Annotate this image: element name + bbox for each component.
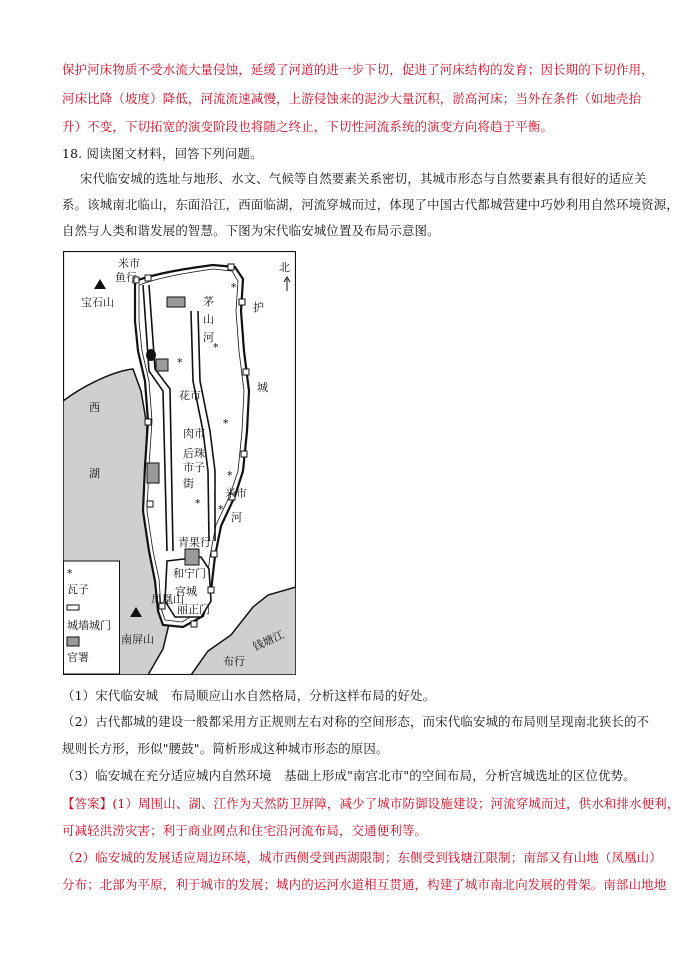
svg-text:*: * bbox=[223, 417, 229, 430]
intro-line-3: 升）不变，下切拓宽的演变阶段也将随之终止，下切性河流系统的演变方向将趋于平衡。 bbox=[62, 119, 554, 134]
question-header bbox=[62, 144, 263, 162]
label-gongcheng: 宫城 bbox=[175, 585, 197, 598]
label-houzhu: 后珠 bbox=[183, 447, 205, 460]
label-cheng: 城 bbox=[257, 381, 268, 394]
subq-2-line-1: （2）古代都城的建设一般都采用方正规则左右对称的空间形态，而宋代临安城的布局则呈现南北狭长的不 bbox=[62, 714, 650, 729]
office-1 bbox=[167, 297, 185, 307]
subq-3: （3）临安城在充分适应城内自然环境 基础上形成"南宫北市"的空间布局，分析宫城选址的区位优势。 bbox=[62, 768, 636, 783]
label-qianshan-2: 山 bbox=[203, 313, 214, 326]
answer-line-4: 分布；北部为平原，利于城市的发展；城内的运河水道相互贯通，构建了城市南北向发展的骨架。南部山地地 bbox=[62, 877, 667, 892]
label-nanpingshan: 南屏山 bbox=[121, 633, 154, 646]
label-hu: 护 bbox=[253, 301, 264, 314]
office-3 bbox=[147, 463, 159, 483]
answer-text-1: (1）周围山、湖、江作为天然防卫屏障，减少了城市防御设施建设；河流穿城而过，供水和排水便利， bbox=[112, 796, 680, 811]
intro-line-1: 保护河床物质不受水流大量侵蚀，延缓了河道的进一步下切，促进了河床结构的发育；因长期的下切作用， bbox=[62, 62, 654, 77]
label-shizi: 市子 bbox=[183, 461, 205, 474]
office-4 bbox=[185, 549, 199, 565]
label-fenghuangshan: 凤凰山 bbox=[151, 593, 184, 606]
svg-text:*: * bbox=[177, 356, 183, 369]
svg-text:*: * bbox=[195, 497, 201, 510]
intro-line-2: 河床比降（坡度）降低，河流流速减慢，上游侵蚀来的泥沙大量沉积，淤高河床；当外在条件（如地壳抬 bbox=[62, 91, 642, 106]
lin-an-city-map bbox=[63, 251, 296, 675]
question-prompt: 阅读图文材料，回答下列问题。 bbox=[86, 146, 263, 161]
answer-tag: 【答案】 bbox=[62, 796, 113, 811]
label-yuhang: 鱼行 bbox=[115, 271, 137, 284]
label-buhang: 布行 bbox=[223, 655, 245, 668]
svg-text:*: * bbox=[213, 341, 219, 354]
label-lizhengmen: 丽正门 bbox=[177, 603, 210, 616]
label-heningmen: 和宁门 bbox=[173, 567, 206, 580]
material-line-1: 宋代临安城的选址与地形、水文、气候等自然要素关系密切，其城市形态与自然要素具有很好的适应关 bbox=[80, 171, 647, 186]
subq-2-line-2: 规则长方形，形似"腰鼓"。简析形成这种城市形态的原因。 bbox=[62, 741, 389, 756]
label-jie: 街 bbox=[183, 477, 194, 490]
svg-text:*: * bbox=[227, 469, 233, 482]
label-huashi: 花市 bbox=[179, 389, 201, 402]
answer-line-2: 可减轻洪涝灾害；利于商业网点和住宅沿河流布局，交通便利等。 bbox=[62, 823, 428, 838]
label-mishi-2: 米市 bbox=[225, 487, 247, 500]
legend-wazi-label: 瓦子 bbox=[67, 583, 89, 596]
office-2 bbox=[156, 359, 168, 371]
svg-text:*: * bbox=[231, 281, 237, 294]
pond-marker bbox=[146, 349, 156, 361]
legend-gate-icon bbox=[67, 605, 79, 610]
question-number: 18. bbox=[62, 146, 83, 161]
legend-office-icon bbox=[67, 637, 79, 646]
label-hu-lake: 湖 bbox=[89, 467, 100, 480]
label-qiantangjiang: 钱塘江 bbox=[250, 627, 287, 654]
material-line-2: 系。该城南北临山，东面沿江，西面临湖，河流穿城而过，体现了中国古代都城营建中巧妙利用自然环境资源， bbox=[62, 197, 679, 212]
legend-gate-label: 城墙城门 bbox=[67, 619, 111, 632]
legend-wazi-symbol: * bbox=[67, 567, 73, 580]
svg-text:*: * bbox=[218, 503, 224, 516]
label-xi: 西 bbox=[89, 401, 100, 414]
legend-office-label: 官署 bbox=[67, 651, 89, 664]
baoshishan-mountain-icon bbox=[94, 279, 106, 289]
subq-1: （1）宋代临安城 布局顺应山水自然格局，分析这样布局的好处。 bbox=[62, 688, 436, 703]
answer-line-3: （2）临安城的发展适应周边环境，城市西侧受到西湖限制；东侧受到钱塘江限制；南部又有山地（凤凰山） bbox=[62, 850, 662, 865]
label-mishi: 米市 bbox=[118, 257, 140, 270]
label-qianshan-3: 河 bbox=[203, 331, 214, 344]
label-qingguohang: 青果行 bbox=[178, 536, 211, 549]
label-roushi: 肉市 bbox=[183, 427, 205, 440]
material-line-3: 自然与人类和谐发展的智慧。下图为宋代临安城位置及布局示意图。 bbox=[62, 223, 440, 238]
label-he: 河 bbox=[231, 511, 242, 524]
north-label: 北 bbox=[279, 261, 290, 274]
label-baoshishan: 宝石山 bbox=[81, 296, 114, 309]
north-arrow-icon bbox=[284, 277, 290, 291]
answer-line-1 bbox=[62, 794, 679, 812]
label-qianshan-1: 茅 bbox=[203, 295, 214, 308]
